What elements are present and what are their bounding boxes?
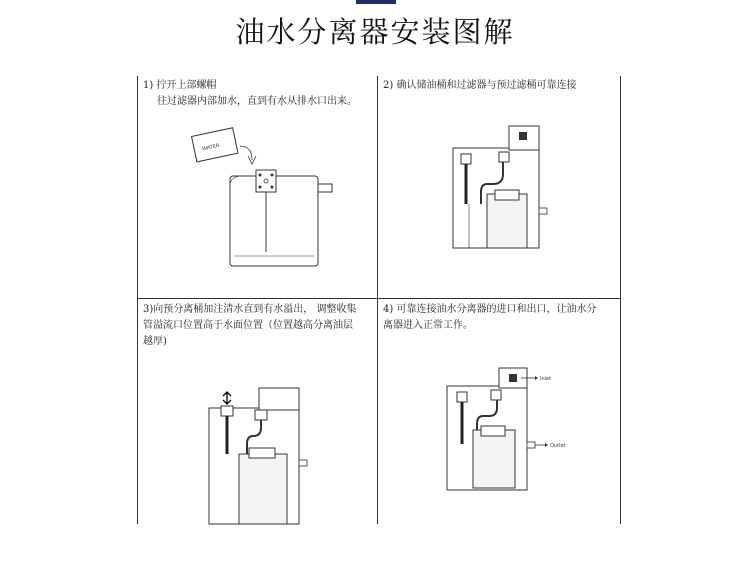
adjust-arrow-icon: [223, 392, 231, 404]
page-title: 油水分离器安装图解: [235, 15, 515, 49]
step-4-number: 4): [383, 304, 394, 315]
step-3-line2: 管溢流口位置高于水面位置（位置越高分离油层: [143, 320, 353, 331]
step-3-illustration: [205, 384, 315, 524]
oil-barrel: [487, 194, 527, 248]
step-2-illustration: [447, 124, 557, 254]
step-1-text: [143, 78, 357, 110]
step-1-illustration: [192, 124, 342, 274]
step-4-line2: 离器进入正常工作。: [383, 320, 473, 331]
step-4-illustration: [443, 366, 573, 496]
inlet-label: Inlet: [540, 376, 552, 382]
oil-barrel: [239, 454, 287, 524]
step-4-text: [383, 302, 596, 334]
step-1-line2: 往过滤器内部加水，直到有水从排水口出来。: [157, 96, 357, 107]
grid-right-border: [620, 76, 621, 524]
step-2-number: 2): [383, 80, 394, 91]
drain-outlet: [318, 184, 332, 192]
step-3-line3: 越厚): [143, 336, 167, 347]
step-3-text: [143, 302, 356, 350]
outlet-label: Outlet: [550, 443, 566, 449]
grid-middle-divider: [137, 298, 621, 299]
oil-barrel: [473, 430, 515, 488]
grid-left-border: [137, 76, 138, 524]
installation-steps-grid: [137, 76, 621, 524]
water-bottle-icon: [192, 128, 238, 162]
step-2-text: [383, 78, 576, 94]
title-accent-bar: [356, 0, 396, 4]
step-1-line1: 拧开上部螺帽: [156, 80, 217, 91]
step-3-number: 3): [143, 304, 154, 315]
step-2-line1: 确认储油桶和过滤器与预过滤桶可靠连接: [396, 80, 577, 91]
step-1-number: 1): [143, 80, 154, 91]
grid-center-divider: [377, 76, 378, 524]
step-4-line1: 可靠连接油水分离器的进口和出口，让油水分: [396, 304, 597, 315]
step-3-line1: 向预分离桶加注清水直到有水溢出， 调整收集: [153, 304, 357, 315]
water-label: WATER: [201, 142, 221, 153]
top-cap: [256, 170, 276, 192]
